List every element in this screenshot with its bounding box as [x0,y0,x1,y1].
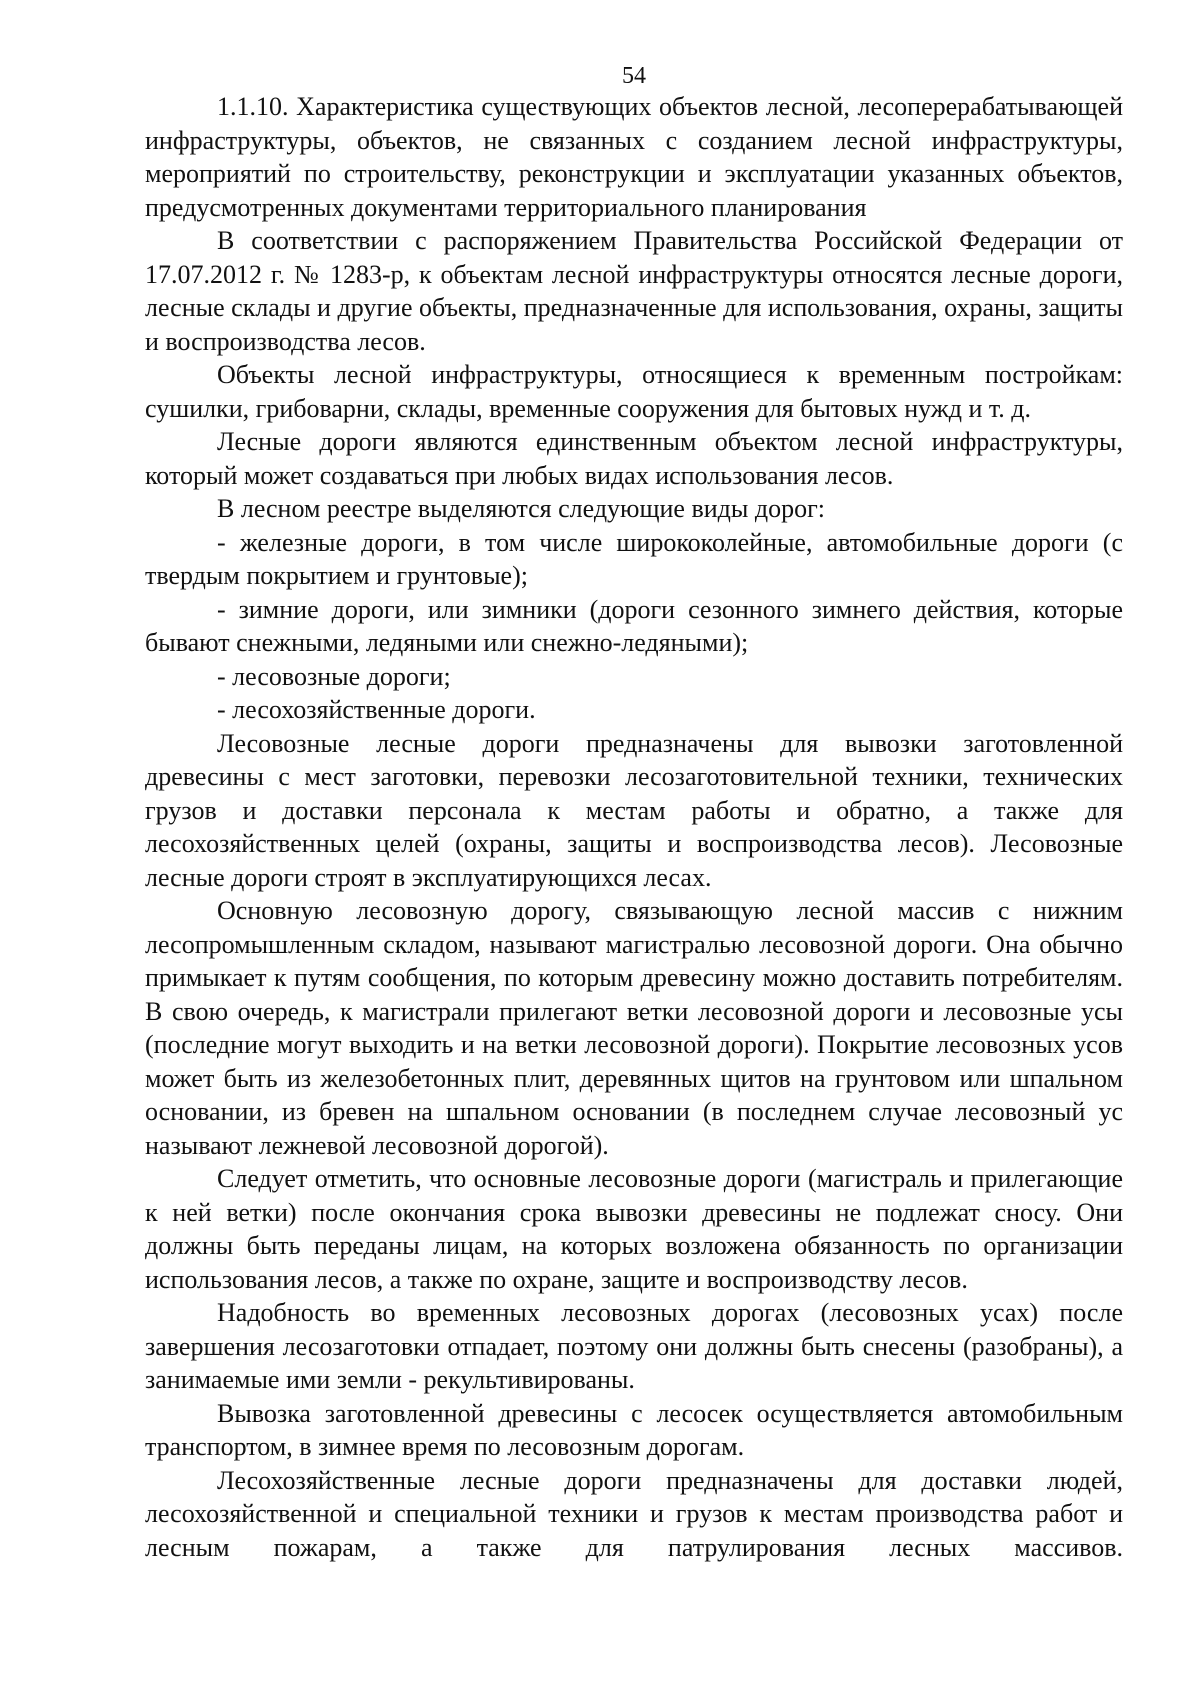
paragraph-infrastructure-definition: В соответствии с распоряжением Правительства Российской Федерации от 17.07.2012 г. № 1283-р, к объектам лесной инфраструктуры относятся лесные дороги, лесные склады и другие объекты, предназначенные для использования, охраны, защиты и воспроизводства лесов. [145,226,1123,356]
road-types-list [145,526,1123,727]
list-item: - лесохозяйственные дороги. [217,695,536,724]
paragraph-forest-roads: Лесные дороги являются единственным объектом лесной инфраструктуры, который может создаваться при любых видах использования лесов. [145,427,1123,490]
paragraph-logging-roads: Лесовозные лесные дороги предназначены для вывозки заготовленной древесины с мест заготовки, перевозки лесозаготовительной техники, технических грузов и доставки персонала к местам работы и обратно, а также для лесохозяйственных целей (охраны, защиты и воспроизводства лесов). Лесовозные лесные дороги строят в эксплуатирующихся лесах. [145,728,1123,892]
list-item: - лесовозные дороги; [217,661,451,691]
paragraph-road-handover: Следует отметить, что основные лесовозные дороги (магистраль и прилегающие к ней ветки) после окончания срока вывозки древесины не подлежат сносу. Они должны быть переданы лицам, на которых возложена обязанность по организации использования лесов, а также по охране, защите и воспроизводству лесов. [145,1164,1123,1294]
paragraph-road-types-intro: В лесном реестре выделяются следующие виды дорог: [217,494,825,523]
paragraph-timber-transport: Вывозка заготовленной древесины с лесосек осуществляется автомобильным транспортом, в зимнее время по лесовозным дорогам. [145,1398,1123,1461]
paragraph-forestry-roads: Лесохозяйственные лесные дороги предназначены для доставки людей, лесохозяйственной и специальной техники и грузов к местам производства работ и лесным пожарам, а также для патрулирования лесных массивов. [145,1465,1123,1562]
list-item: - зимние дороги, или зимники (дороги сезонного зимнего действия, которые бывают снежными, ледяными или снежно-ледяными); [145,594,1123,657]
paragraph-main-road: Основную лесовозную дорогу, связывающую лесной массив с нижним лесопромышленным складом, называют магистралью лесовозной дороги. Она обычно примыкает к путям сообщения, по которым древесину можно доставить потребителям. В свою очередь, к магистрали прилегают ветки лесовозной дороги и лесовозные усы (последние могут выходить и на ветки лесовозной дороги). Покрытие лесовозных усов может быть из железобетонных плит, деревянных щитов на грунтовом или шпальном основании, из бревен на шпальном основании (в последнем случае лесовозный ус называют лежневой лесовозной дорогой). [145,896,1123,1160]
page-number: 54 [622,63,646,89]
section-heading: 1.1.10. Характеристика существующих объектов лесной, лесоперерабатывающей инфраструктуры, объектов, не связанных с созданием лесной инфраструктуры, мероприятий по строительству, реконструкции и эксплуатации указанных объектов, предусмотренных документами территориального планирования [145,92,1123,222]
list-item: - железные дороги, в том числе ширококолейные, автомобильные дороги (с твердым покрытием и грунтовые); [145,527,1123,590]
document-page [145,62,1123,1564]
paragraph-temporary-roads: Надобность во временных лесовозных дорогах (лесовозных усах) после завершения лесозаготовки отпадает, поэтому они должны быть снесены (разобраны), а занимаемые ими земли - рекультивированы. [145,1298,1123,1394]
paragraph-temporary-structures: Объекты лесной инфраструктуры, относящиеся к временным постройкам: сушилки, грибоварни, склады, временные сооружения для бытовых нужд и т. д. [145,360,1123,423]
